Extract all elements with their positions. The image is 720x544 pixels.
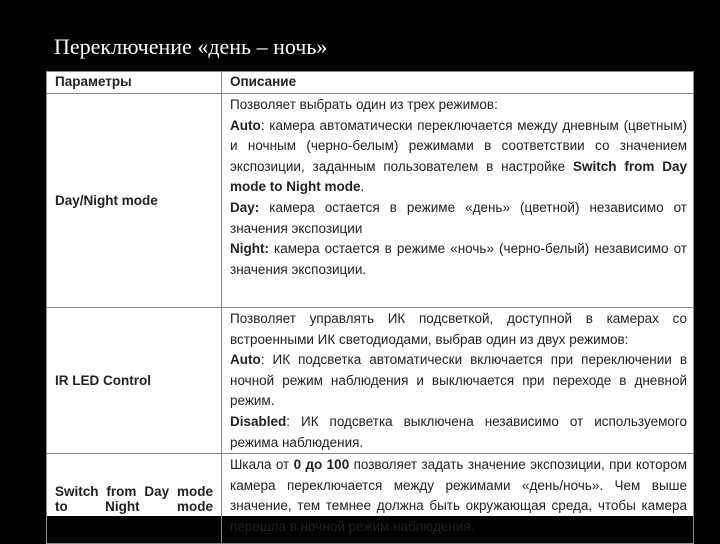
table-header-row xyxy=(47,72,694,94)
table-row xyxy=(47,308,694,454)
auto-label: Auto xyxy=(230,117,261,133)
desc-intro: Позволяет управлять ИК подсветкой, доступной в камерах со встроенными ИК светодиодами, выбрав один из двух режимов: xyxy=(230,311,687,347)
auto-text: : ИК подсветка автоматически включается при переключении в ночной режим наблюдения и выключается при переходе в дневной режим. xyxy=(230,352,687,409)
parameter-table-sheet xyxy=(46,71,694,534)
header-description: Описание xyxy=(222,72,694,94)
night-text: камера остается в режиме «ночь» (черно-белый) независимо от значения экспозиции. xyxy=(230,241,687,277)
desc-ir-led-control xyxy=(222,308,694,454)
desc-day-night-mode xyxy=(222,94,694,308)
desc-switch-day-night xyxy=(222,454,694,544)
slide-title: Переключение «день – ночь» xyxy=(54,34,328,59)
desc-disabled xyxy=(230,412,687,453)
desc-exposure-scale xyxy=(230,455,687,537)
desc-day xyxy=(230,198,687,239)
scale-text-start: Шкала от xyxy=(230,457,294,473)
auto-text: : камера автоматически переключается между дневным (цветным) и ночным (черно-белым) режимами в соответствии со значением экспозиции, заданным пользователем в настройке xyxy=(230,117,687,174)
day-label: Day: xyxy=(230,199,260,215)
desc-night xyxy=(230,239,687,280)
param-day-night-mode: Day/Night mode xyxy=(47,94,222,308)
disabled-label: Disabled xyxy=(230,413,287,429)
auto-text-end: . xyxy=(360,179,365,195)
scale-range: 0 до 100 xyxy=(293,457,350,473)
param-switch-day-night: Switch from Day mode to Night mode xyxy=(47,454,222,544)
setting-name: Switch from Day mode to Night mode xyxy=(230,158,687,195)
header-parameters: Параметры xyxy=(47,72,222,94)
night-label: Night: xyxy=(230,241,269,257)
desc-auto xyxy=(230,350,687,412)
parameter-table xyxy=(46,71,694,544)
disabled-text: : ИК подсветка выключена независимо от используемого режима наблюдения. xyxy=(230,413,687,450)
table-row xyxy=(47,94,694,308)
scale-text-end: позволяет задать значение экспозиции, при котором камера переключается между режимами «день/ночь». Чем выше значение, тем темнее должна быть окружающая среда, чтобы камера перешла в ночной режим наблюдения. xyxy=(230,457,687,534)
desc-auto xyxy=(230,116,687,198)
param-ir-led-control: IR LED Control xyxy=(47,308,222,454)
table-row xyxy=(47,454,694,544)
day-text: камера остается в режиме «день» (цветной) независимо от значения экспозиции xyxy=(230,199,687,236)
desc-intro: Позволяет выбрать один из трех режимов: xyxy=(230,97,498,112)
auto-label: Auto xyxy=(230,352,261,368)
